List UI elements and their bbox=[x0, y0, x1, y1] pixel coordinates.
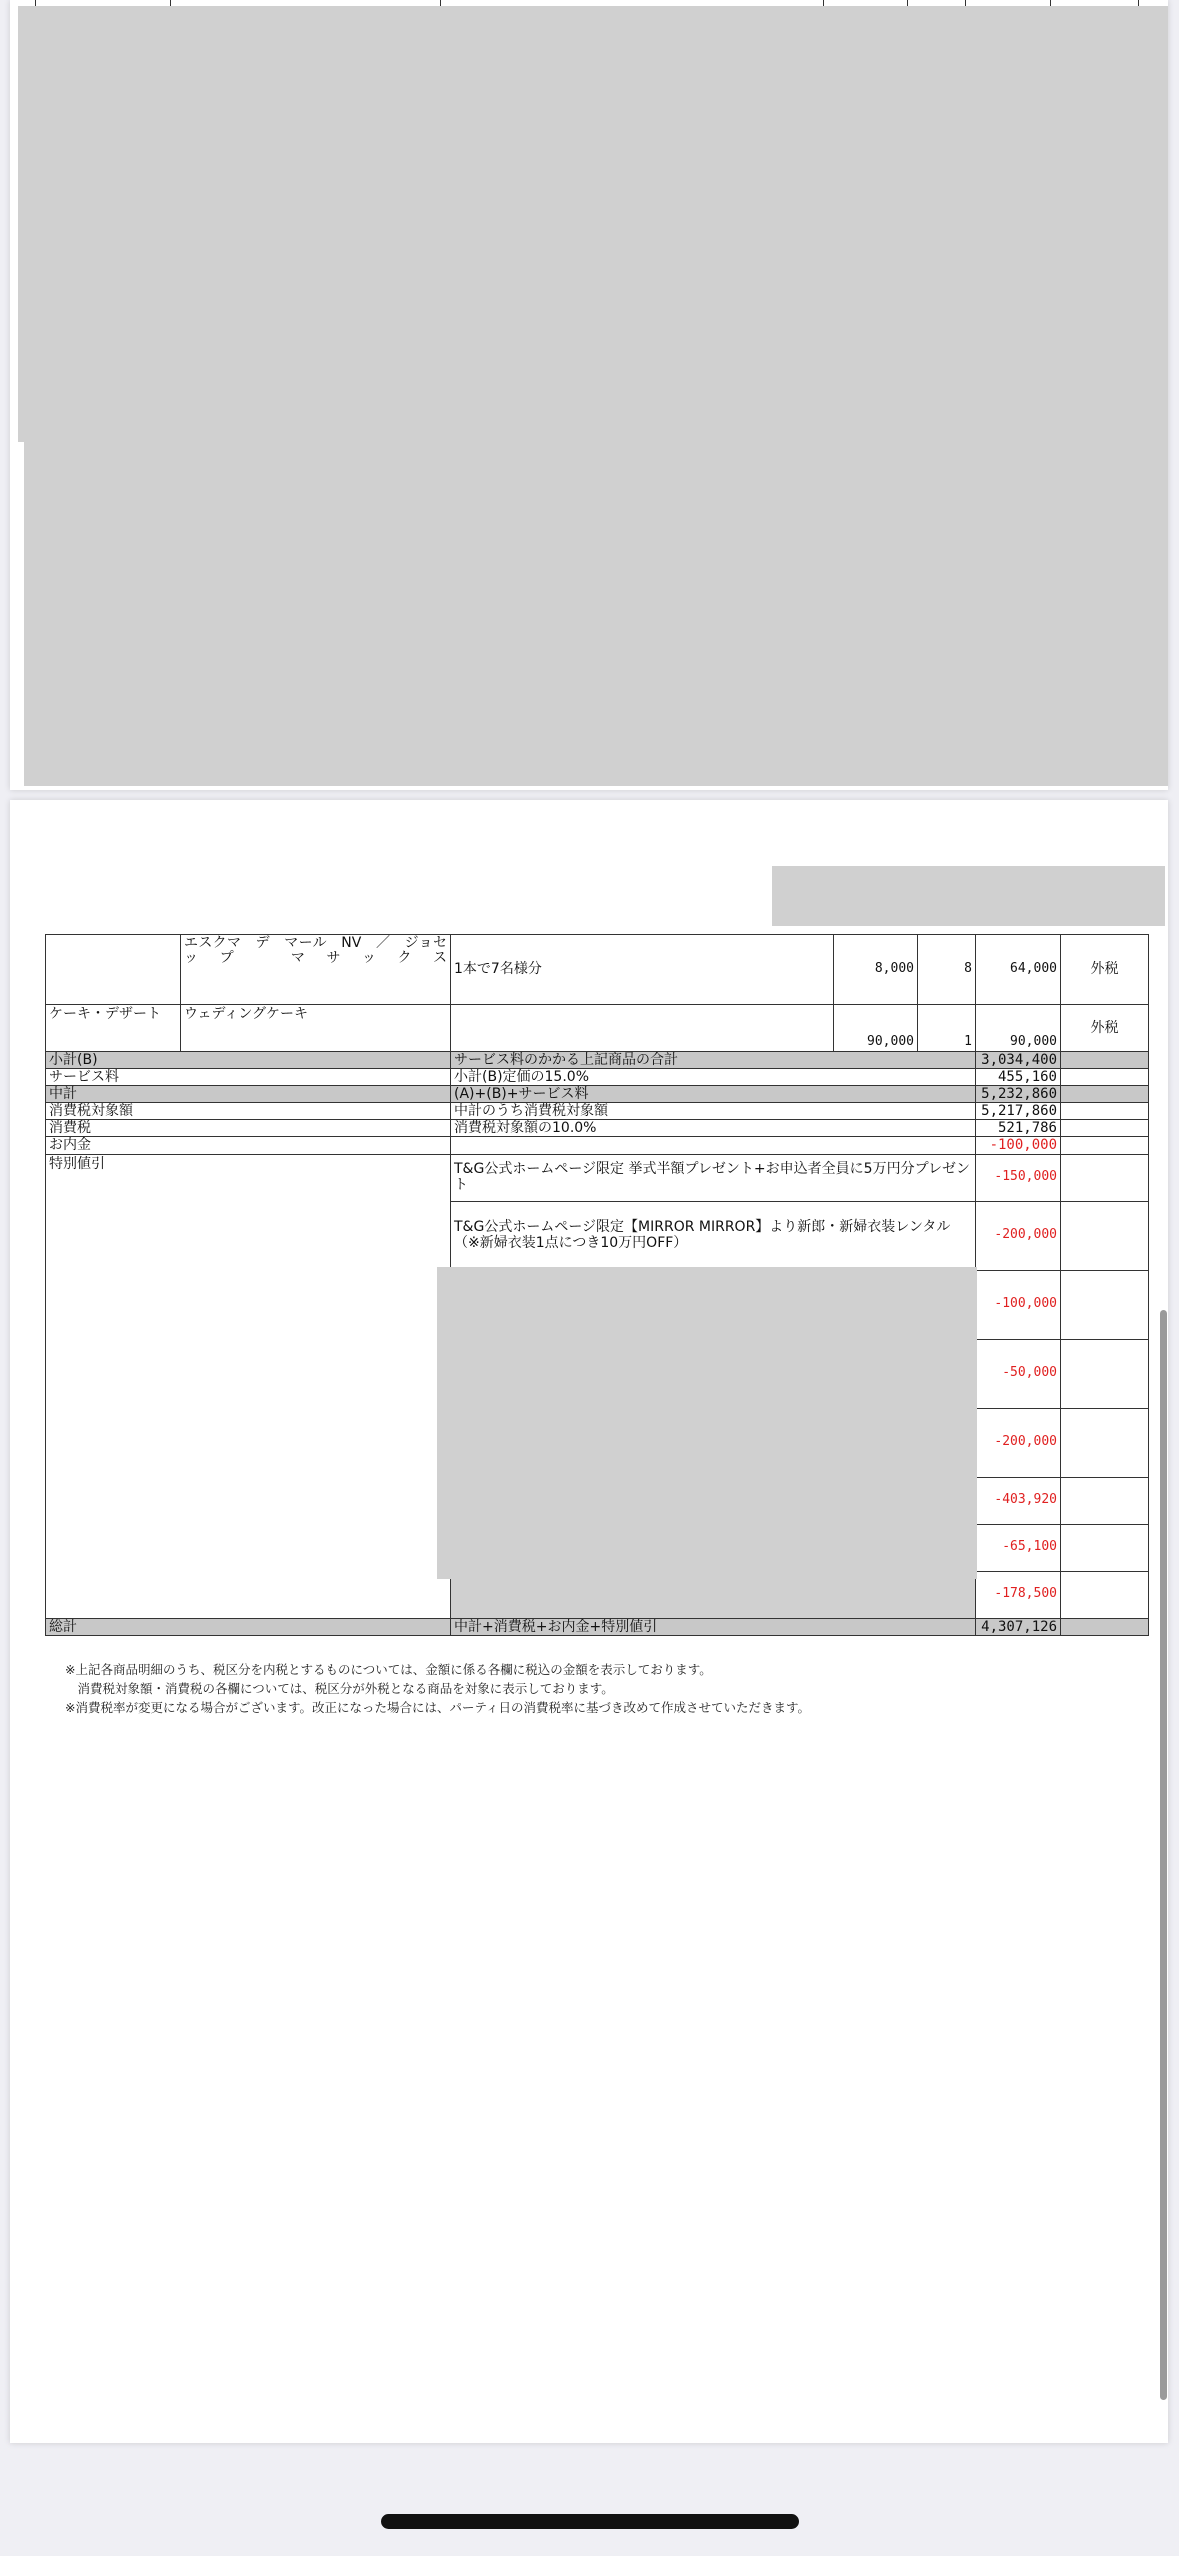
discount-desc: T&G公式ホームページ限定 挙式半額プレゼント+お申込者全員に5万円分プレゼント bbox=[451, 1154, 976, 1201]
total-label: 総計 bbox=[46, 1618, 451, 1635]
summary-label: お内金 bbox=[46, 1137, 451, 1154]
amount: 90,000 bbox=[976, 1005, 1061, 1052]
deposit-row bbox=[46, 1137, 1149, 1154]
discount-value: -65,100 bbox=[976, 1524, 1061, 1571]
summary-label: 消費税対象額 bbox=[46, 1103, 451, 1120]
footnote: 消費税対象額・消費税の各欄については、税区分が外税となる商品を対象に表示しております。 bbox=[65, 1681, 614, 1696]
summary-label: 小計(B) bbox=[46, 1052, 451, 1069]
summary-value: -100,000 bbox=[976, 1137, 1061, 1154]
total-row bbox=[46, 1618, 1149, 1635]
discount-value: -50,000 bbox=[976, 1339, 1061, 1408]
item-name: ウェディングケーキ bbox=[181, 1005, 451, 1052]
summary-desc: 小計(B)定価の15.0% bbox=[451, 1069, 976, 1086]
table-row bbox=[46, 1005, 1149, 1052]
document-page-2 bbox=[10, 800, 1168, 2443]
summary-value: 5,232,860 bbox=[976, 1086, 1061, 1103]
footnotes bbox=[65, 1660, 810, 1717]
discount-label: 特別値引 bbox=[46, 1154, 451, 1618]
amount: 64,000 bbox=[976, 935, 1061, 1005]
item-note bbox=[451, 1005, 834, 1052]
summary-value: 455,160 bbox=[976, 1069, 1061, 1086]
quantity: 1 bbox=[918, 1005, 976, 1052]
summary-value: 521,786 bbox=[976, 1120, 1061, 1137]
summary-desc: サービス料のかかる上記商品の合計 bbox=[451, 1052, 976, 1069]
discount-value: -178,500 bbox=[976, 1571, 1061, 1618]
summary-desc: 消費税対象額の10.0% bbox=[451, 1120, 976, 1137]
footnote: ※上記各商品明細のうち、税区分を内税とするものについては、金額に係る各欄に税込の金額を表示しております。 bbox=[65, 1662, 712, 1677]
tax-type: 外税 bbox=[1061, 935, 1149, 1005]
tax-row bbox=[46, 1120, 1149, 1137]
summary-desc bbox=[451, 1137, 976, 1154]
scrollbar[interactable] bbox=[1160, 1310, 1167, 2400]
summary-value: 3,034,400 bbox=[976, 1052, 1061, 1069]
redacted-discounts bbox=[437, 1267, 977, 1579]
footnote: ※消費税率が変更になる場合がございます。改正になった場合には、パーティ日の消費税率に基づき改めて作成させていただきます。 bbox=[65, 1700, 810, 1715]
taxable-row bbox=[46, 1103, 1149, 1120]
discount-value: -200,000 bbox=[976, 1408, 1061, 1477]
home-indicator[interactable] bbox=[381, 2514, 799, 2529]
service-row bbox=[46, 1069, 1149, 1086]
discount-value: -200,000 bbox=[976, 1201, 1061, 1270]
unit-price: 8,000 bbox=[834, 935, 918, 1005]
summary-desc: (A)+(B)+サービス料 bbox=[451, 1086, 976, 1103]
summary-value: 5,217,860 bbox=[976, 1103, 1061, 1120]
redacted-header bbox=[772, 866, 1165, 926]
subtotal-row bbox=[46, 1052, 1149, 1069]
total-value: 4,307,126 bbox=[976, 1618, 1061, 1635]
redacted-area bbox=[18, 6, 1168, 442]
summary-desc: 中計のうち消費税対象額 bbox=[451, 1103, 976, 1120]
category-cell: ケーキ・デザート bbox=[46, 1005, 181, 1052]
tax-type: 外税 bbox=[1061, 1005, 1149, 1052]
document-page-1 bbox=[10, 0, 1168, 790]
redacted-area bbox=[24, 440, 1168, 786]
item-name: エスクマ デ マール NV ／ ジョセップ マサックス bbox=[181, 935, 451, 1005]
quantity: 8 bbox=[918, 935, 976, 1005]
summary-label: 中計 bbox=[46, 1086, 451, 1103]
item-note: 1本で7名様分 bbox=[451, 935, 834, 1005]
table-row bbox=[46, 935, 1149, 1005]
total-desc: 中計+消費税+お内金+特別値引 bbox=[451, 1618, 976, 1635]
summary-label: 消費税 bbox=[46, 1120, 451, 1137]
discount-value: -150,000 bbox=[976, 1154, 1061, 1201]
summary-label: サービス料 bbox=[46, 1069, 451, 1086]
discount-desc: T&G公式ホームページ限定【MIRROR MIRROR】より新郎・新婦衣装レンタル（※新婦衣装1点につき10万円OFF） bbox=[451, 1201, 976, 1270]
discount-value: -403,920 bbox=[976, 1477, 1061, 1524]
midtotal-row bbox=[46, 1086, 1149, 1103]
discount-row bbox=[46, 1154, 1149, 1201]
unit-price: 90,000 bbox=[834, 1005, 918, 1052]
discount-value: -100,000 bbox=[976, 1270, 1061, 1339]
category-cell bbox=[46, 935, 181, 1005]
